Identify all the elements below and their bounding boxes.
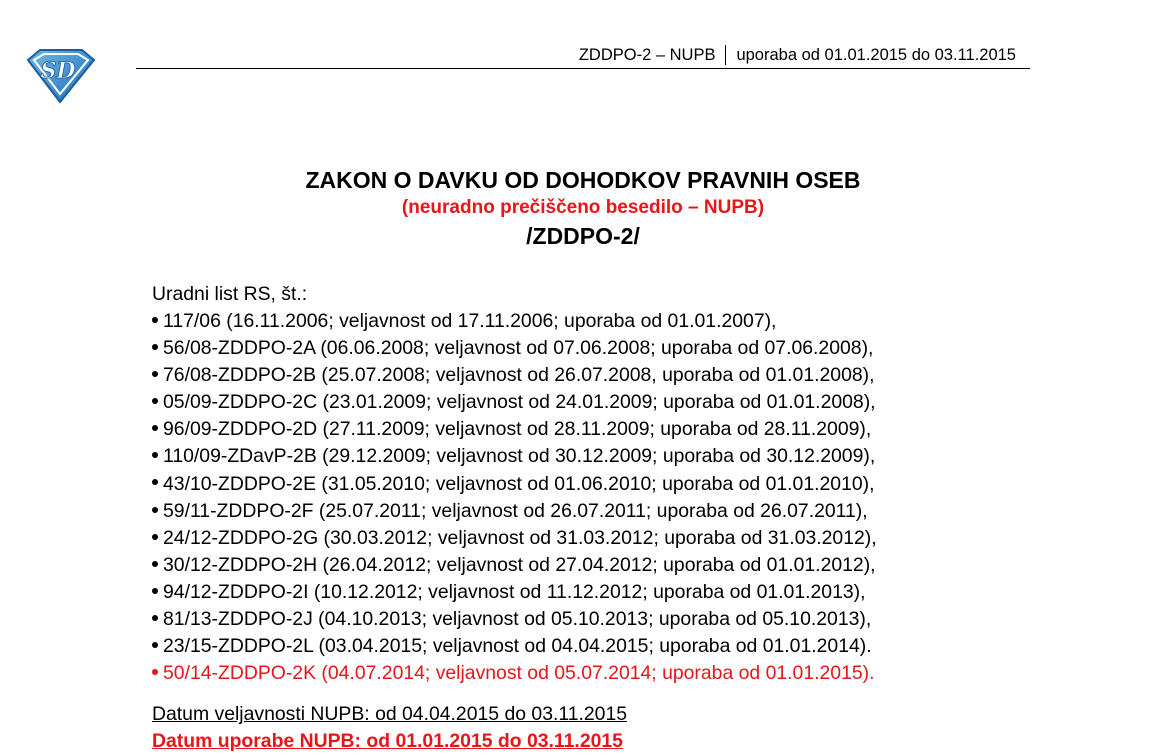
gazette-item [152, 525, 1052, 552]
title-block [136, 165, 1030, 251]
gazette-label: Uradni list RS, št.: [152, 283, 308, 305]
bullet-icon [152, 425, 158, 431]
gazette-item [152, 443, 1052, 470]
bullet-icon [152, 452, 158, 458]
law-subtitle: (neuradno prečiščeno besedilo – NUPB) [401, 197, 765, 218]
gazette-item [152, 552, 1052, 579]
gazette-item [152, 389, 1052, 416]
law-abbreviation: /ZDDPO-2/ [526, 223, 640, 249]
gazette-item-text: 96/09-ZDDPO-2D (27.11.2009; veljavnost od 28.11.2009; uporaba od 28.11.2009), [163, 418, 872, 441]
gazette-item-text: 50/14-ZDDPO-2K (04.07.2014; veljavnost od 05.07.2014; uporaba od 01.01.2015). [163, 662, 875, 685]
bullet-icon [152, 642, 158, 648]
gazette-item-text: 59/11-ZDDPO-2F (25.07.2011; veljavnost od 26.07.2011; uporaba od 26.07.2011), [163, 499, 868, 522]
logo-letters: SD [40, 58, 76, 84]
header-separator [725, 45, 726, 65]
bullet-icon [152, 669, 158, 675]
bullet-icon [152, 534, 158, 540]
gazette-item [152, 416, 1052, 443]
gazette-item [152, 362, 1052, 389]
header-application-period: uporaba od 01.01.2015 do 03.11.2015 [736, 46, 1016, 64]
sd-shield-logo-icon [20, 48, 96, 104]
bullet-icon [152, 588, 158, 594]
header-law-abbr: ZDDPO-2 – NUPB [578, 46, 716, 64]
gazette-item [152, 579, 1052, 606]
bullet-icon [152, 344, 158, 350]
bullet-icon [152, 507, 158, 513]
validity-period: Datum veljavnosti NUPB: od 04.04.2015 do 03.11.2015 [152, 703, 628, 726]
gazette-item-text: 76/08-ZDDPO-2B (25.07.2008; veljavnost od 26.07.2008, uporaba od 01.01.2008), [163, 364, 875, 387]
gazette-item-text: 56/08-ZDDPO-2A (06.06.2008; veljavnost od 07.06.2008; uporaba od 07.06.2008), [163, 337, 874, 360]
bullet-icon [152, 561, 158, 567]
bullet-icon [152, 615, 158, 621]
gazette-item-text: 23/15-ZDDPO-2L (03.04.2015; veljavnost od 04.04.2015; uporaba od 01.01.2014). [163, 635, 872, 658]
bullet-icon [152, 479, 158, 485]
gazette-item-text: 30/12-ZDDPO-2H (26.04.2012; veljavnost od 27.04.2012; uporaba od 01.01.2012), [163, 553, 876, 576]
bullet-icon [152, 371, 158, 377]
gazette-item [152, 308, 1052, 335]
application-period: Datum uporabe NUPB: od 01.01.2015 do 03.11.2015 [152, 730, 623, 753]
law-title: ZAKON O DAVKU OD DOHODKOV PRAVNIH OSEB [305, 167, 861, 193]
gazette-item-text: 94/12-ZDDPO-2I (10.12.2012; veljavnost od 11.12.2012; uporaba od 01.01.2013), [163, 580, 866, 603]
gazette-item-text: 43/10-ZDDPO-2E (31.05.2010; veljavnost od 01.06.2010; uporaba od 01.01.2010), [163, 472, 875, 495]
gazette-item [152, 606, 1052, 633]
gazette-item [152, 498, 1052, 525]
gazette-item-text: 05/09-ZDDPO-2C (23.01.2009; veljavnost od 24.01.2009; uporaba od 01.01.2008), [163, 391, 876, 414]
gazette-item [152, 660, 1052, 687]
page-header [136, 44, 1030, 69]
document-body [152, 281, 1052, 755]
gazette-item [152, 335, 1052, 362]
bullet-icon [152, 317, 158, 323]
gazette-item-text: 117/06 (16.11.2006; veljavnost od 17.11.2006; uporaba od 01.01.2007), [163, 310, 777, 332]
gazette-item-text: 81/13-ZDDPO-2J (04.10.2013; veljavnost od 05.10.2013; uporaba od 05.10.2013), [163, 608, 872, 631]
header-text [579, 45, 1016, 65]
gazette-item [152, 633, 1052, 660]
gazette-item-text: 110/09-ZDavP-2B (29.12.2009; veljavnost od 30.12.2009; uporaba od 30.12.2009), [163, 445, 876, 468]
gazette-list [152, 308, 1052, 687]
gazette-item-text: 24/12-ZDDPO-2G (30.03.2012; veljavnost od 31.03.2012; uporaba od 31.03.2012), [163, 526, 877, 549]
gazette-item [152, 471, 1052, 498]
bullet-icon [152, 398, 158, 404]
